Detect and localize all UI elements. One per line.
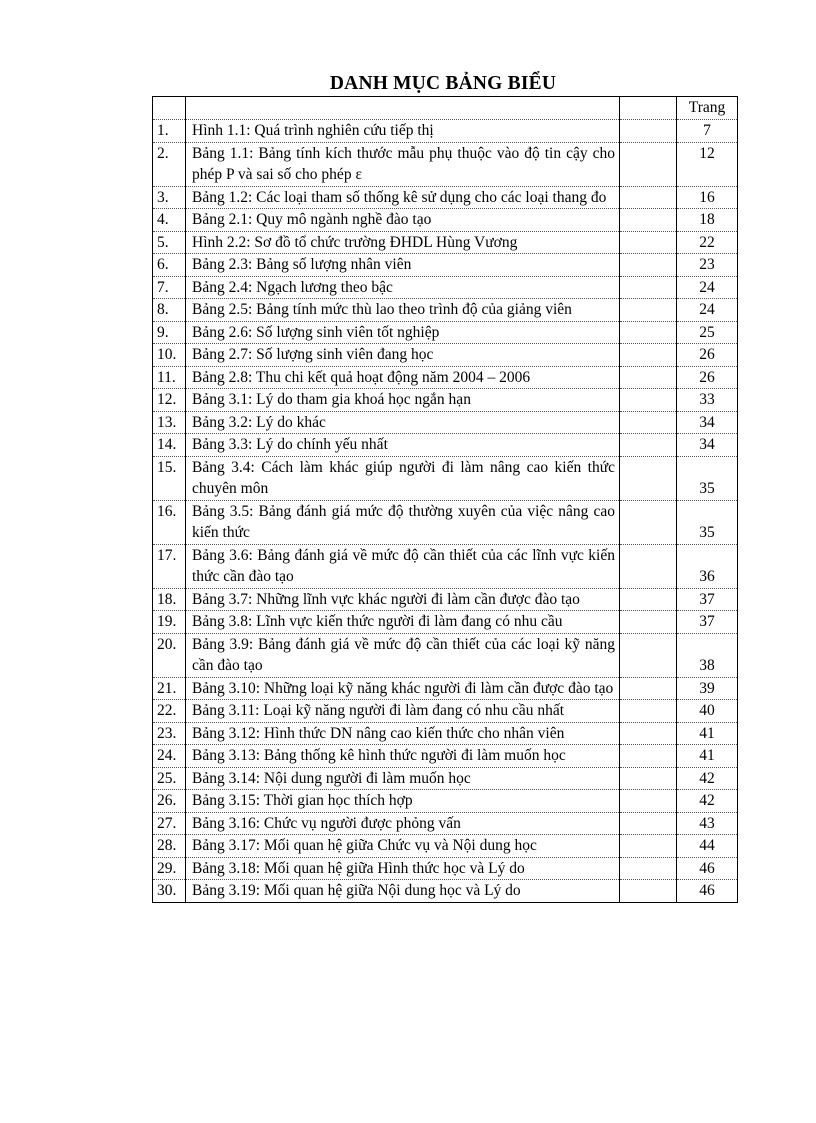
- row-page-number: 42: [677, 767, 738, 790]
- table-row: [153, 276, 738, 299]
- row-page-number: 43: [677, 812, 738, 835]
- row-number: 23.: [153, 722, 186, 745]
- row-title: Bảng 3.7: Những lĩnh vực khác người đi làm cần được đào tạo: [186, 588, 620, 611]
- row-page-number: 7: [677, 120, 738, 143]
- row-page-number: 34: [677, 434, 738, 457]
- table-row: [153, 857, 738, 880]
- row-page-number: 44: [677, 835, 738, 858]
- row-title: Bảng 3.6: Bảng đánh giá về mức độ cần thiết của các lĩnh vực kiến thức cần đào tạo: [186, 544, 620, 588]
- table-row: [153, 142, 738, 186]
- row-page-number: 40: [677, 700, 738, 723]
- row-page-number: 35: [677, 500, 738, 544]
- table-row: [153, 231, 738, 254]
- row-page-number: 16: [677, 186, 738, 209]
- row-number: 5.: [153, 231, 186, 254]
- table-row: [153, 812, 738, 835]
- row-page-number: 26: [677, 366, 738, 389]
- row-gap-cell: [620, 857, 677, 880]
- table-row: [153, 633, 738, 677]
- table-row: [153, 456, 738, 500]
- row-gap-cell: [620, 500, 677, 544]
- row-gap-cell: [620, 276, 677, 299]
- row-number: 30.: [153, 880, 186, 903]
- row-title: Bảng 2.4: Ngạch lương theo bậc: [186, 276, 620, 299]
- row-page-number: 36: [677, 544, 738, 588]
- table-row: [153, 434, 738, 457]
- row-title: Bảng 3.17: Mối quan hệ giữa Chức vụ và Nội dung học: [186, 835, 620, 858]
- row-gap-cell: [620, 321, 677, 344]
- row-title: Bảng 3.10: Những loại kỹ năng khác người đi làm cần được đào tạo: [186, 677, 620, 700]
- row-number: 18.: [153, 588, 186, 611]
- row-page-number: 46: [677, 857, 738, 880]
- row-number: 10.: [153, 344, 186, 367]
- table-row: [153, 366, 738, 389]
- row-title: Bảng 2.7: Số lượng sinh viên đang học: [186, 344, 620, 367]
- row-gap-cell: [620, 389, 677, 412]
- row-gap-cell: [620, 231, 677, 254]
- row-title: Bảng 3.16: Chức vụ người được phỏng vấn: [186, 812, 620, 835]
- row-gap-cell: [620, 767, 677, 790]
- row-page-number: 35: [677, 456, 738, 500]
- row-number: 12.: [153, 389, 186, 412]
- row-page-number: 42: [677, 790, 738, 813]
- row-page-number: 37: [677, 588, 738, 611]
- row-number: 29.: [153, 857, 186, 880]
- row-number: 7.: [153, 276, 186, 299]
- row-gap-cell: [620, 456, 677, 500]
- row-number: 25.: [153, 767, 186, 790]
- row-number: 15.: [153, 456, 186, 500]
- row-number: 14.: [153, 434, 186, 457]
- row-title: Hình 2.2: Sơ đồ tổ chức trường ĐHDL Hùng Vương: [186, 231, 620, 254]
- header-num-cell: [153, 97, 186, 120]
- row-page-number: 37: [677, 611, 738, 634]
- row-page-number: 25: [677, 321, 738, 344]
- row-gap-cell: [620, 544, 677, 588]
- row-page-number: 23: [677, 254, 738, 277]
- row-title: Bảng 3.13: Bảng thống kê hình thức người đi làm muốn học: [186, 745, 620, 768]
- row-page-number: 38: [677, 633, 738, 677]
- table-of-figures: [152, 96, 738, 903]
- table-row: [153, 389, 738, 412]
- row-page-number: 22: [677, 231, 738, 254]
- row-title: Bảng 2.1: Quy mô ngành nghề đào tạo: [186, 209, 620, 232]
- row-title: Bảng 3.14: Nội dung người đi làm muốn học: [186, 767, 620, 790]
- row-number: 13.: [153, 411, 186, 434]
- row-page-number: 26: [677, 344, 738, 367]
- table-row: [153, 767, 738, 790]
- row-number: 2.: [153, 142, 186, 186]
- row-title: Bảng 3.8: Lĩnh vực kiến thức người đi làm đang có nhu cầu: [186, 611, 620, 634]
- row-title: Bảng 2.5: Bảng tính mức thù lao theo trình độ của giảng viên: [186, 299, 620, 322]
- row-number: 16.: [153, 500, 186, 544]
- row-title: Bảng 3.15: Thời gian học thích hợp: [186, 790, 620, 813]
- row-number: 21.: [153, 677, 186, 700]
- row-number: 22.: [153, 700, 186, 723]
- row-gap-cell: [620, 434, 677, 457]
- row-number: 27.: [153, 812, 186, 835]
- table-row: [153, 321, 738, 344]
- table-row: [153, 299, 738, 322]
- row-number: 17.: [153, 544, 186, 588]
- header-page-label: Trang: [677, 97, 738, 120]
- table-row: [153, 344, 738, 367]
- row-title: Bảng 1.2: Các loại tham số thống kê sử dụng cho các loại thang đo: [186, 186, 620, 209]
- row-gap-cell: [620, 722, 677, 745]
- row-gap-cell: [620, 611, 677, 634]
- table-row: [153, 254, 738, 277]
- table-row: [153, 722, 738, 745]
- row-gap-cell: [620, 835, 677, 858]
- row-number: 28.: [153, 835, 186, 858]
- row-page-number: 12: [677, 142, 738, 186]
- row-title: Bảng 3.18: Mối quan hệ giữa Hình thức học và Lý do: [186, 857, 620, 880]
- row-page-number: 41: [677, 722, 738, 745]
- row-title: Bảng 2.3: Bảng số lượng nhân viên: [186, 254, 620, 277]
- row-number: 26.: [153, 790, 186, 813]
- row-gap-cell: [620, 633, 677, 677]
- row-number: 24.: [153, 745, 186, 768]
- row-gap-cell: [620, 588, 677, 611]
- table-row: [153, 790, 738, 813]
- table-header-row: [153, 97, 738, 120]
- table-row: [153, 588, 738, 611]
- row-gap-cell: [620, 254, 677, 277]
- table-row: [153, 411, 738, 434]
- row-page-number: 39: [677, 677, 738, 700]
- row-gap-cell: [620, 790, 677, 813]
- row-number: 8.: [153, 299, 186, 322]
- row-gap-cell: [620, 745, 677, 768]
- table-row: [153, 677, 738, 700]
- row-page-number: 24: [677, 276, 738, 299]
- row-title: Bảng 3.1: Lý do tham gia khoá học ngắn hạn: [186, 389, 620, 412]
- row-title: Bảng 3.4: Cách làm khác giúp người đi làm nâng cao kiến thức chuyên môn: [186, 456, 620, 500]
- row-gap-cell: [620, 880, 677, 903]
- row-gap-cell: [620, 411, 677, 434]
- row-number: 6.: [153, 254, 186, 277]
- row-title: Hình 1.1: Quá trình nghiên cứu tiếp thị: [186, 120, 620, 143]
- row-number: 20.: [153, 633, 186, 677]
- row-title: Bảng 2.8: Thu chi kết quả hoạt động năm 2004 – 2006: [186, 366, 620, 389]
- row-number: 3.: [153, 186, 186, 209]
- table-row: [153, 120, 738, 143]
- table-row: [153, 544, 738, 588]
- row-number: 1.: [153, 120, 186, 143]
- row-title: Bảng 3.2: Lý do khác: [186, 411, 620, 434]
- row-title: Bảng 2.6: Số lượng sinh viên tốt nghiệp: [186, 321, 620, 344]
- row-number: 4.: [153, 209, 186, 232]
- row-gap-cell: [620, 142, 677, 186]
- table-row: [153, 700, 738, 723]
- row-title: Bảng 3.11: Loại kỹ năng người đi làm đang có nhu cầu nhất: [186, 700, 620, 723]
- table-row: [153, 611, 738, 634]
- page-title: DANH MỤC BẢNG BIỂU: [329, 73, 557, 94]
- row-gap-cell: [620, 299, 677, 322]
- table-row: [153, 186, 738, 209]
- row-title: Bảng 3.3: Lý do chính yếu nhất: [186, 434, 620, 457]
- row-gap-cell: [620, 186, 677, 209]
- row-number: 9.: [153, 321, 186, 344]
- row-gap-cell: [620, 812, 677, 835]
- row-title: Bảng 1.1: Bảng tính kích thước mẫu phụ thuộc vào độ tin cậy cho phép P và sai số cho phép ε: [186, 142, 620, 186]
- row-page-number: 18: [677, 209, 738, 232]
- row-gap-cell: [620, 120, 677, 143]
- row-number: 11.: [153, 366, 186, 389]
- row-gap-cell: [620, 700, 677, 723]
- row-page-number: 46: [677, 880, 738, 903]
- row-gap-cell: [620, 677, 677, 700]
- row-title: Bảng 3.19: Mối quan hệ giữa Nội dung học và Lý do: [186, 880, 620, 903]
- row-page-number: 34: [677, 411, 738, 434]
- row-title: Bảng 3.9: Bảng đánh giá về mức độ cần thiết của các loại kỹ năng cần đào tạo: [186, 633, 620, 677]
- table-row: [153, 209, 738, 232]
- row-title: Bảng 3.12: Hình thức DN nâng cao kiến thức cho nhân viên: [186, 722, 620, 745]
- row-number: 19.: [153, 611, 186, 634]
- table-row: [153, 880, 738, 903]
- row-gap-cell: [620, 366, 677, 389]
- table-body: [153, 97, 738, 903]
- row-gap-cell: [620, 344, 677, 367]
- table-row: [153, 745, 738, 768]
- row-gap-cell: [620, 209, 677, 232]
- row-page-number: 33: [677, 389, 738, 412]
- row-page-number: 24: [677, 299, 738, 322]
- table-row: [153, 835, 738, 858]
- row-page-number: 41: [677, 745, 738, 768]
- row-title: Bảng 3.5: Bảng đánh giá mức độ thường xuyên của việc nâng cao kiến thức: [186, 500, 620, 544]
- header-gap-cell: [620, 97, 677, 120]
- table-row: [153, 500, 738, 544]
- header-title-cell: [186, 97, 620, 120]
